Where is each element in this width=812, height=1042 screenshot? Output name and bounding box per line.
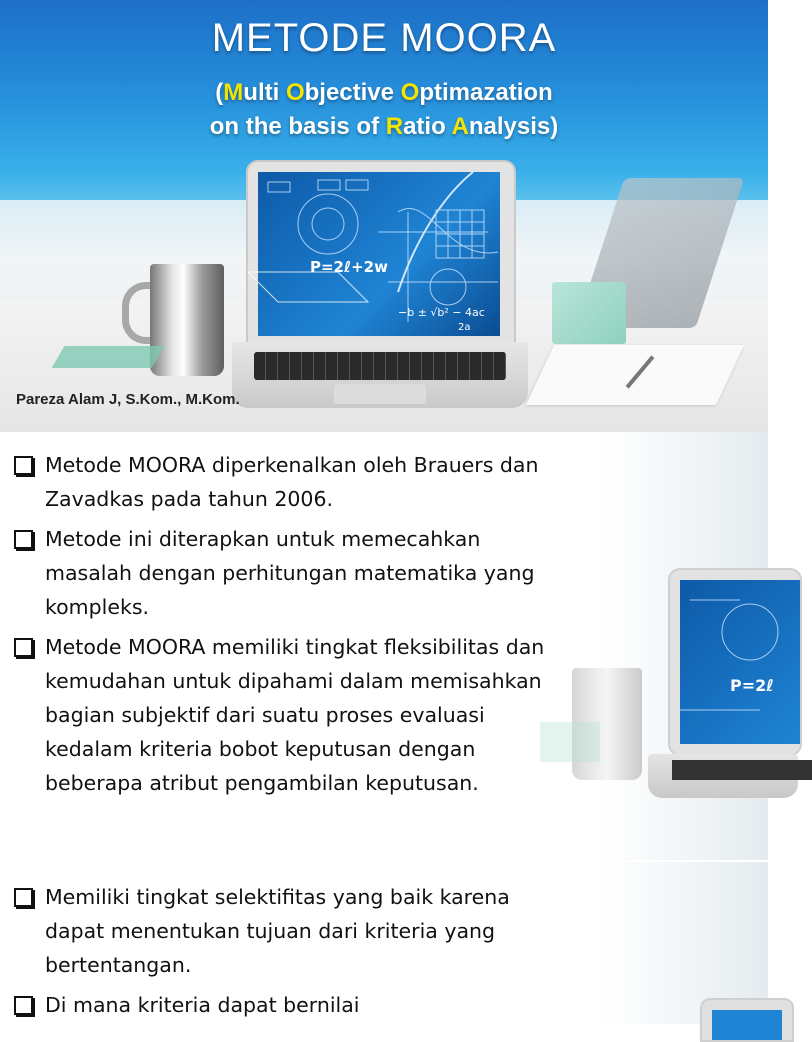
subtitle-initial: A — [451, 113, 469, 140]
laptop-trackpad — [334, 384, 426, 404]
subtitle-initial: O — [400, 79, 420, 106]
bullet-text: Memiliki tingkat selektifitas yang baik karena dapat menentukan tujuan dari kriteria yang bertentangan. — [45, 885, 510, 977]
green-tray — [52, 346, 165, 368]
subtitle-text: ptimazation — [419, 79, 553, 106]
subtitle-initial: R — [385, 113, 404, 140]
bullet-text: Metode MOORA diperkenalkan oleh Brauers dan Zavadkas pada tahun 2006. — [45, 453, 539, 511]
bullet-list — [14, 448, 614, 806]
bullet-item — [14, 988, 614, 1022]
bullet-text: Metode MOORA memiliki tingkat fleksibilitas dan kemudahan untuk dipahami dalam memisahkan bagian subjektif dari suatu proses evaluasi kedalam kriteria bobot keputusan dengan beberapa atribut pengambilan keputusan. — [45, 635, 545, 795]
subtitle-initial: O — [285, 79, 305, 106]
checkbox-bullet-icon — [14, 638, 33, 657]
checkbox-bullet-icon — [14, 996, 33, 1015]
subtitle-line-2 — [0, 110, 768, 144]
content-slide-1 — [0, 432, 774, 860]
subtitle-line-1 — [0, 76, 768, 110]
subtitle-text: atio — [403, 113, 452, 140]
bullet-list — [14, 880, 614, 1028]
slide-subtitle — [0, 76, 768, 144]
faded-laptop — [648, 568, 788, 798]
subtitle-text: ulti — [243, 79, 286, 106]
bullet-item — [14, 522, 614, 624]
bullet-item — [14, 448, 614, 516]
checkbox-bullet-icon — [14, 456, 33, 475]
screen-formula-quadratic: −b ± √b² − 4ac — [398, 306, 485, 319]
bullet-text: Metode ini diterapkan untuk memecahkan masalah dengan perhitungan matematika yang kompleks. — [45, 527, 535, 619]
checkbox-bullet-icon — [14, 530, 33, 549]
bullet-text: Di mana kriteria dapat bernilai — [45, 993, 360, 1017]
faded-screen-formula: P=2ℓ — [730, 676, 774, 695]
title-slide — [0, 0, 768, 432]
faded-screen-corner — [712, 1010, 782, 1040]
subtitle-initial: M — [223, 79, 244, 106]
laptop — [232, 160, 532, 420]
slide-title: METODE MOORA — [211, 16, 557, 60]
silver-mug — [150, 264, 224, 376]
screen-formula-denominator: 2a — [458, 322, 471, 333]
author-name: Pareza Alam J, S.Kom., M.Kom. — [16, 391, 240, 408]
checkbox-bullet-icon — [14, 888, 33, 907]
subtitle-text: bjective — [304, 79, 401, 106]
laptop-keyboard — [254, 352, 506, 380]
bullet-item — [14, 630, 614, 800]
content-slide-2 — [0, 862, 768, 1024]
subtitle-text: ( — [215, 79, 224, 106]
subtitle-text: nalysis) — [468, 113, 559, 140]
screen-formula-perimeter: P=2ℓ+2w — [310, 258, 388, 276]
bullet-item — [14, 880, 614, 982]
mint-cube — [552, 282, 626, 344]
laptop-screen — [258, 172, 500, 336]
subtitle-text: on the basis of — [209, 113, 386, 140]
